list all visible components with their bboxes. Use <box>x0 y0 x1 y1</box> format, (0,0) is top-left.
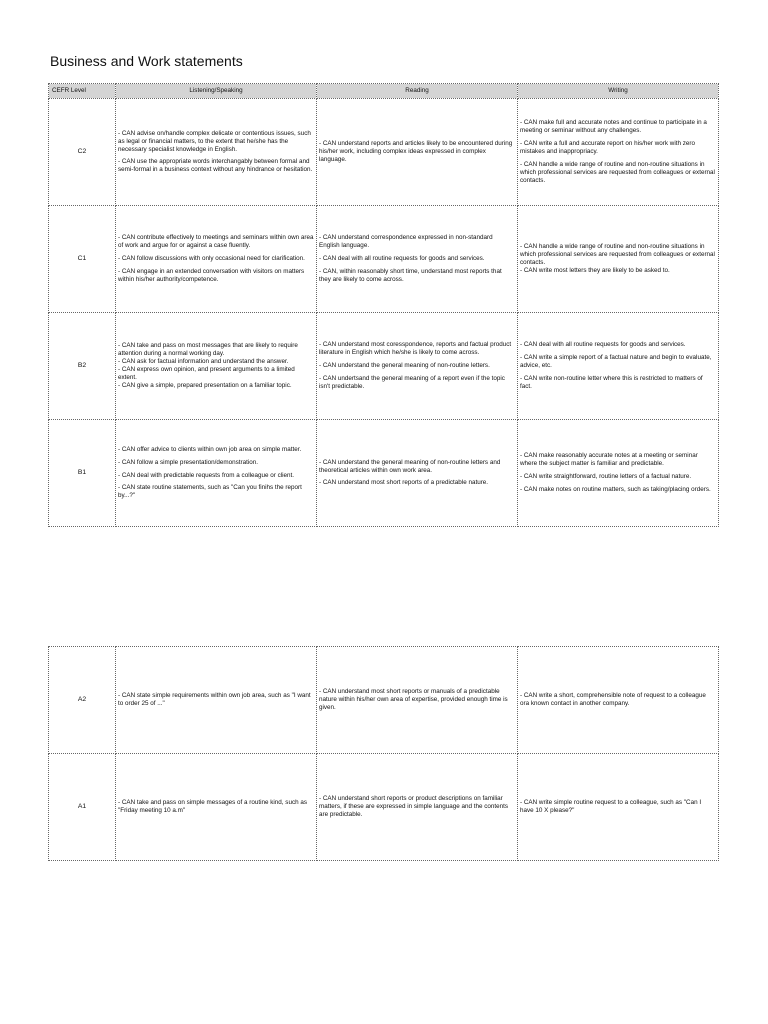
table-row <box>49 99 719 206</box>
listening-statement: - CAN state routine statements, such as "Can you finihs the report by...?" <box>118 484 302 500</box>
writing-statement: - CAN write straightforward, routine letters of a factual nature. <box>520 473 692 480</box>
header-cefr-level: CEFR Level <box>49 84 116 99</box>
cefr-level-cell: A1 <box>49 754 116 861</box>
page-title: Business and Work statements <box>50 53 243 69</box>
writing-statement: - CAN write simple routine request to a colleague, such as "Can I have 10 X please?" <box>520 799 702 814</box>
reading-statement: - CAN understand most coresspondence, reports and factual product literature in English which he/she is likely to come across. <box>319 341 512 357</box>
cefr-level-cell: B2 <box>49 313 116 420</box>
listening-statement: - CAN engage in an extended conversation with visitors on matters within his/her authority/competence. <box>118 267 305 283</box>
writing-statement: - CAN make full and accurate notes and continue to participate in a meeting or seminar without any challenges. <box>520 119 707 135</box>
writing-statement: - CAN write non-routine letter where this is restricted to matters of fact. <box>520 374 703 390</box>
reading-statement: - CAN understand the general meaning of non-routine letters and theoretical articles within own work area. <box>319 458 501 474</box>
reading-statement: - CAN, within reasonably short time, understand most reports that they are likely to come across. <box>319 267 502 283</box>
cefr-level-cell: C1 <box>49 206 116 313</box>
listening-cell <box>116 313 317 420</box>
reading-statement: - CAN understand reports and articles likely to be encountered during his/her work, including complex ideas expressed in complex language. <box>319 140 513 163</box>
listening-statement: - CAN take and pass on most messages that are likely to require attention during a normal working day. - CAN ask for factual information and understand the answer. - CAN express own opinion, and present arguments to a limited extent. - CAN give a simple, prepared presentation on a familiar topic. <box>118 342 298 389</box>
listening-statement: - CAN state simple requirements within own job area, such as "I want to order 25 of ..." <box>118 692 311 707</box>
reading-statement: - CAN understand correspondence expressed in non-standard English language. <box>319 234 493 250</box>
reading-statement: - CAN understand most short reports of a predictable nature. <box>319 479 489 487</box>
reading-statement: - CAN understand short reports or product descriptions on familiar matters, if these are expressed in simple language and the contents are predictable. <box>319 795 509 818</box>
listening-statement: - CAN deal with predictable requests from a colleague or client. <box>118 471 295 479</box>
listening-cell <box>116 206 317 313</box>
reading-cell <box>317 313 518 420</box>
reading-statement: - CAN deal with all routine requests for goods and services. <box>319 255 485 263</box>
writing-cell <box>518 647 719 754</box>
table-row <box>49 313 719 420</box>
table-row <box>49 754 719 861</box>
writing-statement: - CAN write a full and accurate report on his/her work with zero mistakes and inappropriacy. <box>520 140 695 156</box>
reading-cell <box>317 206 518 313</box>
listening-statement: - CAN follow discussions with only occasional need for clarification. <box>118 255 305 263</box>
writing-statement: - CAN write a short, comprehensible note of request to a colleague ora known contact in another company. <box>520 692 706 707</box>
reading-cell <box>317 754 518 861</box>
writing-cell <box>518 313 719 420</box>
writing-cell <box>518 420 719 527</box>
writing-statement: - CAN handle a wide range of routine and non-routine situations in which professional services are requested from colleagues or external contacts. - CAN write most letters they are likely to be asked to. <box>520 243 715 274</box>
writing-cell <box>518 754 719 861</box>
header-listening-speaking: Listening/Speaking <box>116 84 317 99</box>
cefr-table <box>48 83 719 527</box>
writing-statement: - CAN write a simple report of a factual nature and begin to evaluate, advice, etc. <box>520 354 712 370</box>
listening-statement: - CAN offer advice to clients within own job area on simple matter. <box>118 445 302 453</box>
listening-cell <box>116 647 317 754</box>
listening-cell <box>116 420 317 527</box>
writing-statement: - CAN make reasonably accurate notes at a meeting or seminar where the subject matter is familiar and predictable. <box>520 452 698 468</box>
listening-statement: - CAN follow a simple presentation/demonstration. <box>118 458 258 466</box>
listening-cell <box>116 99 317 206</box>
writing-cell <box>518 206 719 313</box>
writing-cell <box>518 99 719 206</box>
table-row <box>49 420 719 527</box>
cefr-level-cell: A2 <box>49 647 116 754</box>
writing-statement: - CAN make notes on routine matters, such as taking/placing orders. <box>520 485 711 493</box>
header-row <box>49 84 719 99</box>
reading-cell <box>317 99 518 206</box>
listening-statement: - CAN take and pass on simple messages of a routine kind, such as "Friday meeting 10 a.m" <box>118 799 308 814</box>
table-row <box>49 647 719 754</box>
reading-statement: - CAN understand the general meaning of non-routine letters. <box>319 362 490 370</box>
listening-statement: - CAN use the appropriate words interchangably between formal and semi-formal in a business context without any hindrance or hesitation. <box>118 158 313 174</box>
table-row <box>49 206 719 313</box>
listening-statement: - CAN contribute effectively to meetings and seminars within own area of work and argue for or against a case fluently. <box>118 234 314 250</box>
listening-cell <box>116 754 317 861</box>
cefr-level-cell: B1 <box>49 420 116 527</box>
writing-statement: - CAN handle a wide range of routine and non-routine situations in which professional services are requested from colleagues or external contacts. <box>520 160 715 184</box>
reading-cell <box>317 420 518 527</box>
listening-statement: - CAN advise on/handle complex delicate or contentious issues, such as legal or financial matters, to the extent that he/she has the necessary specialist knowledge in English. <box>118 129 311 153</box>
reading-statement: - CAN understand most short reports or manuals of a predictable nature within his/her own area of expertise, provided enough time is given. <box>319 688 508 711</box>
cefr-table-continued <box>48 646 719 861</box>
reading-cell <box>317 647 518 754</box>
header-writing: Writing <box>518 84 719 99</box>
header-reading: Reading <box>317 84 518 99</box>
cefr-level-cell: C2 <box>49 99 116 206</box>
writing-statement: - CAN deal with all routine requests for goods and services. <box>520 341 686 349</box>
reading-statement: - CAN undertsand the general meaning of a report even if the topic isn't predictable. <box>319 374 505 390</box>
